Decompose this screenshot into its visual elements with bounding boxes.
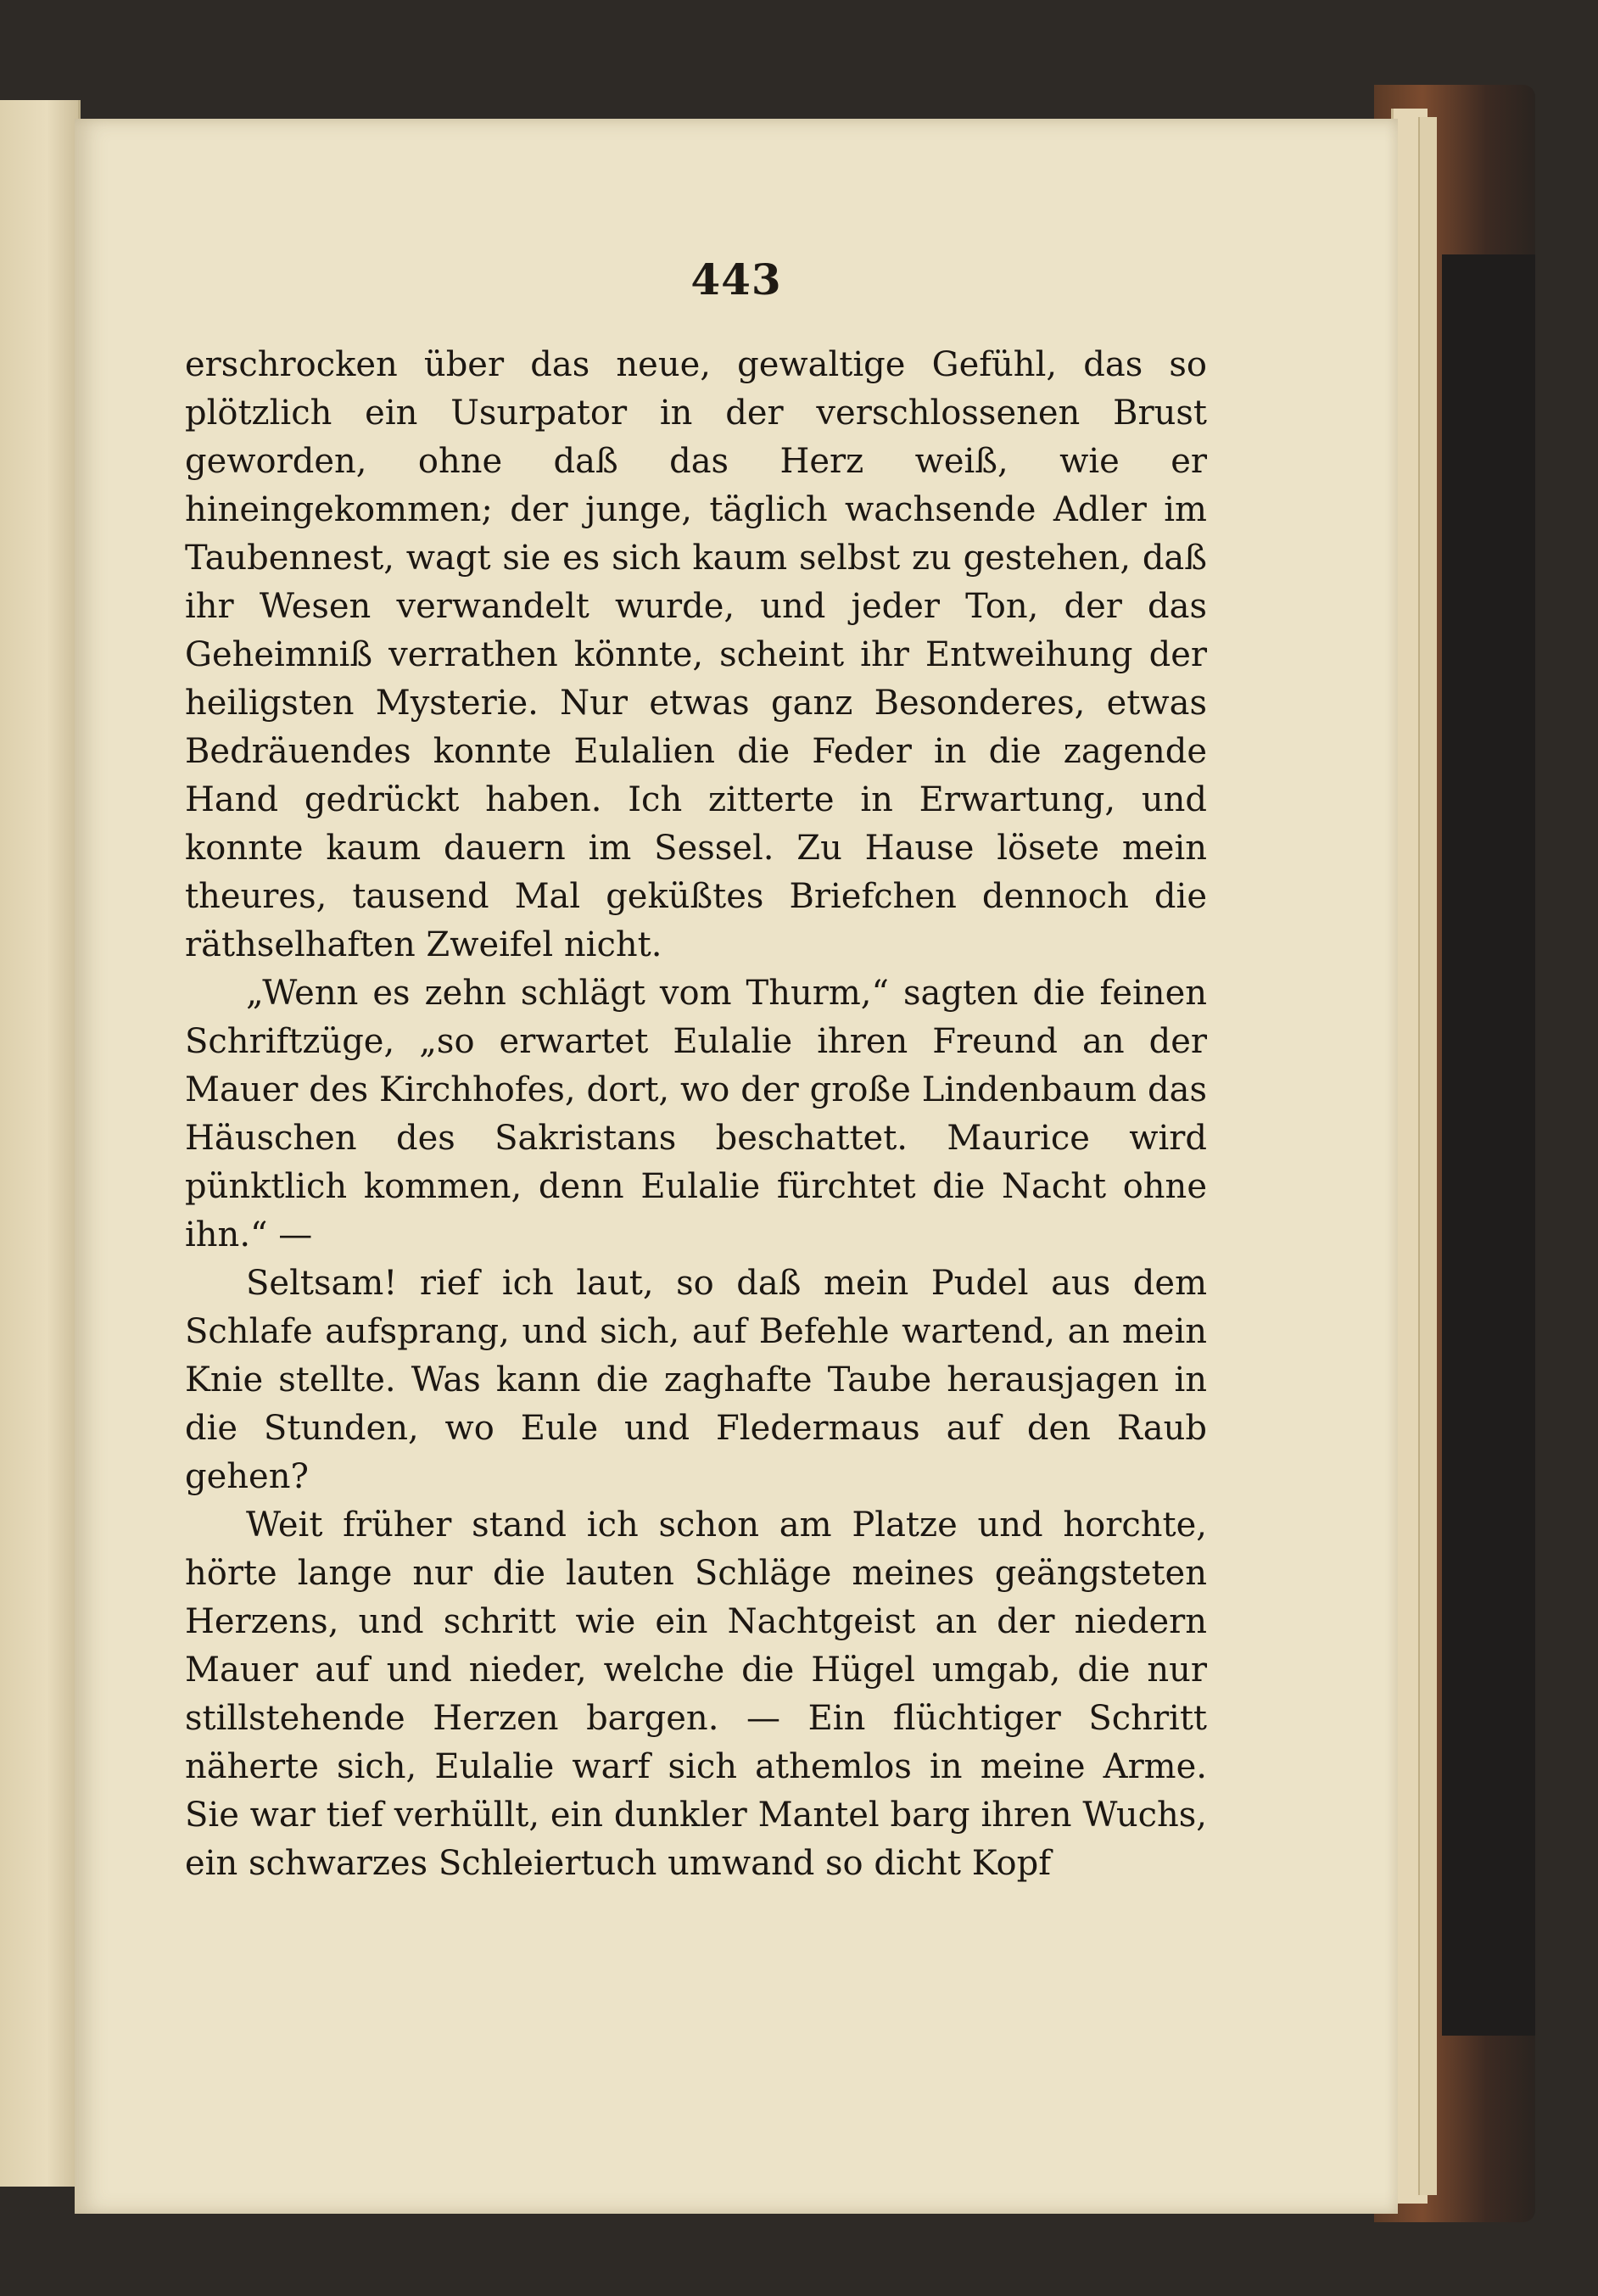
book-page xyxy=(75,119,1398,2214)
previous-page-edge xyxy=(0,100,81,2187)
book-cover-cloth xyxy=(1442,254,1535,2036)
page-text xyxy=(185,341,1207,1888)
paragraph: erschrocken über das neue, gewaltige Gefühl, das so plötzlich ein Usurpator in der verschlossenen Brust geworden, ohne daß das Herz weiß, wie er hineingekommen; der junge, täglich wachsende Adler im Taubennest, wagt sie es sich kaum selbst zu gestehen, daß ihr Wesen verwandelt wurde, und jeder Ton, der das Geheimniß verrathen könnte, scheint ihr Entweihung der heiligsten Mysterie. Nur etwas ganz Besonderes, etwas Bedräuendes konnte Eulalien die Feder in die zagende Hand gedrückt haben. Ich zitterte in Erwartung, und konnte kaum dauern im Sessel. Zu Hause lösete mein theures, tausend Mal geküßtes Briefchen dennoch die räthselhaften Zweifel nicht. xyxy=(185,345,1207,964)
paragraph: Weit früher stand ich schon am Platze und horchte, hörte lange nur die lauten Schläge meines geängsteten Herzens, und schritt wie ein Nachtgeist an der niedern Mauer auf und nieder, welche die Hügel umgab, die nur stillstehende Herzen bargen. — Ein flüchtiger Schritt näherte sich, Eulalie warf sich athemlos in meine Arme. Sie war tief verhüllt, ein dunkler Mantel barg ihren Wuchs, ein schwarzes Schleiertuch umwand so dicht Kopf xyxy=(185,1506,1207,1883)
page-number: 443 xyxy=(690,254,782,304)
paragraph: „Wenn es zehn schlägt vom Thurm,“ sagten die feinen Schriftzüge, „so erwartet Eulalie ihren Freund an der Mauer des Kirchhofes, dort, wo der große Lindenbaum das Häuschen des Sakristans beschattet. Maurice wird pünktlich kommen, denn Eulalie fürchtet die Nacht ohne ihn.“ — xyxy=(185,974,1207,1254)
paragraph: Seltsam! rief ich laut, so daß mein Pudel aus dem Schlafe aufsprang, und sich, auf Befehle wartend, an mein Knie stellte. Was kann die zaghafte Taube herausjagen in die Stunden, wo Eule und Fledermaus auf den Raub gehen? xyxy=(185,1264,1207,1496)
page-stack-edge xyxy=(1418,117,1437,2195)
